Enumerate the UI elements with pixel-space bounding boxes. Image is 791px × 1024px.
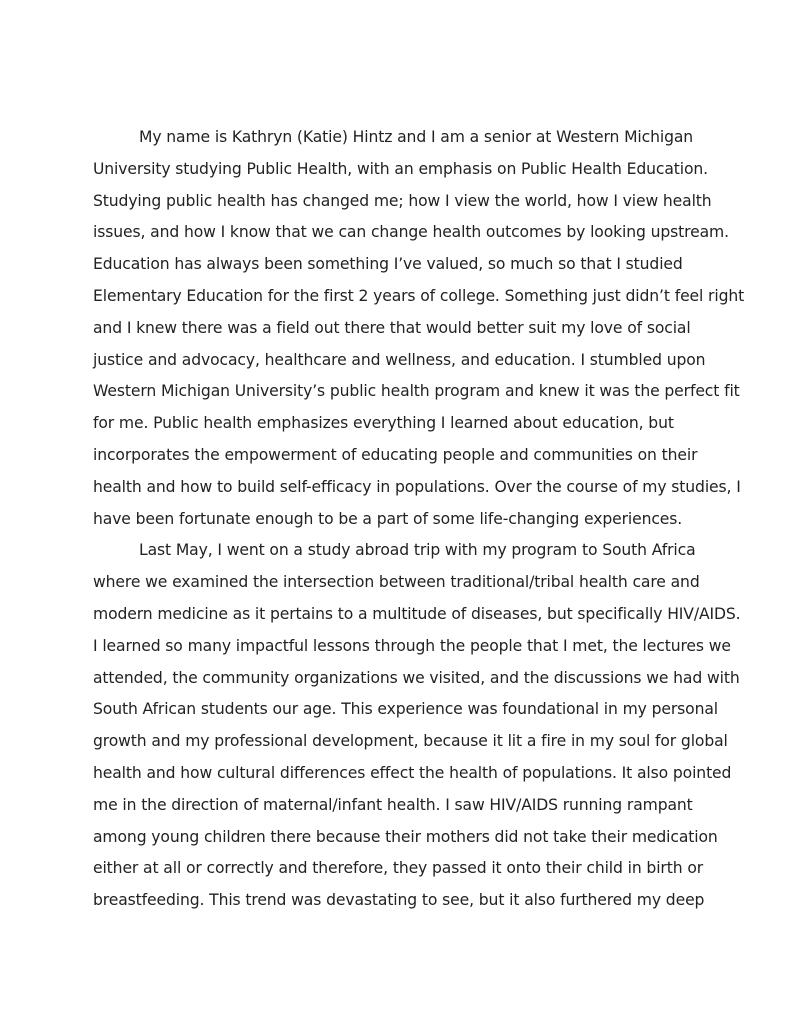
paragraph-2-line-3: modern medicine as it pertains to a multitude of diseases, but specifically HIV/AIDS. bbox=[93, 604, 741, 623]
paragraph-1-line-4: issues, and how I know that we can change health outcomes by looking upstream. bbox=[93, 223, 729, 242]
paragraph-1-line-13: have been fortunate enough to be a part of some life-changing experiences. bbox=[93, 509, 683, 528]
paragraph-2-line-6: South African students our age. This experience was foundational in my personal bbox=[93, 700, 719, 719]
paragraph-1-line-6: Elementary Education for the first 2 years of college. Something just didn’t feel right bbox=[93, 286, 745, 305]
paragraph-1-line-11: incorporates the empowerment of educating people and communities on their bbox=[93, 445, 698, 464]
paragraph-2-line-4: I learned so many impactful lessons through the people that I met, the lectures we bbox=[93, 636, 731, 655]
paragraph-2-line-8: health and how cultural differences effect the health of populations. It also pointed bbox=[93, 763, 732, 782]
paragraph-2-line-1: Last May, I went on a study abroad trip with my program to South Africa bbox=[139, 541, 696, 560]
paragraph-2-line-10: among young children there because their mothers did not take their medication bbox=[93, 827, 718, 846]
paragraph-1-line-2: University studying Public Health, with an emphasis on Public Health Education. bbox=[93, 159, 709, 178]
document-body bbox=[93, 122, 745, 917]
paragraph-2-line-9: me in the direction of maternal/infant health. I saw HIV/AIDS running rampant bbox=[93, 795, 693, 814]
paragraph-2-line-2: where we examined the intersection between traditional/tribal health care and bbox=[93, 573, 700, 592]
paragraph-2-line-7: growth and my professional development, because it lit a fire in my soul for global bbox=[93, 732, 728, 751]
paragraph-1-line-5: Education has always been something I’ve valued, so much so that I studied bbox=[93, 255, 683, 274]
paragraph-2-line-5: attended, the community organizations we visited, and the discussions we had with bbox=[93, 668, 740, 687]
paragraph-1-line-10: for me. Public health emphasizes everything I learned about education, but bbox=[93, 414, 674, 433]
paragraph-1-line-7: and I knew there was a field out there that would better suit my love of social bbox=[93, 318, 691, 337]
paragraph-1-line-1: My name is Kathryn (Katie) Hintz and I am a senior at Western Michigan bbox=[139, 128, 694, 146]
paragraph-1-line-12: health and how to build self-efficacy in populations. Over the course of my studies, I bbox=[93, 477, 741, 496]
paragraph-2-line-12: breastfeeding. This trend was devastating to see, but it also furthered my deep bbox=[93, 891, 705, 910]
paragraph-1-line-9: Western Michigan University’s public health program and knew it was the perfect fit bbox=[93, 382, 740, 401]
paragraph-2-line-11: either at all or correctly and therefore, they passed it onto their child in birth or bbox=[93, 859, 704, 878]
paragraph-1-line-3: Studying public health has changed me; how I view the world, how I view health bbox=[93, 191, 712, 210]
paragraph-1-line-8: justice and advocacy, healthcare and wellness, and education. I stumbled upon bbox=[93, 350, 706, 369]
